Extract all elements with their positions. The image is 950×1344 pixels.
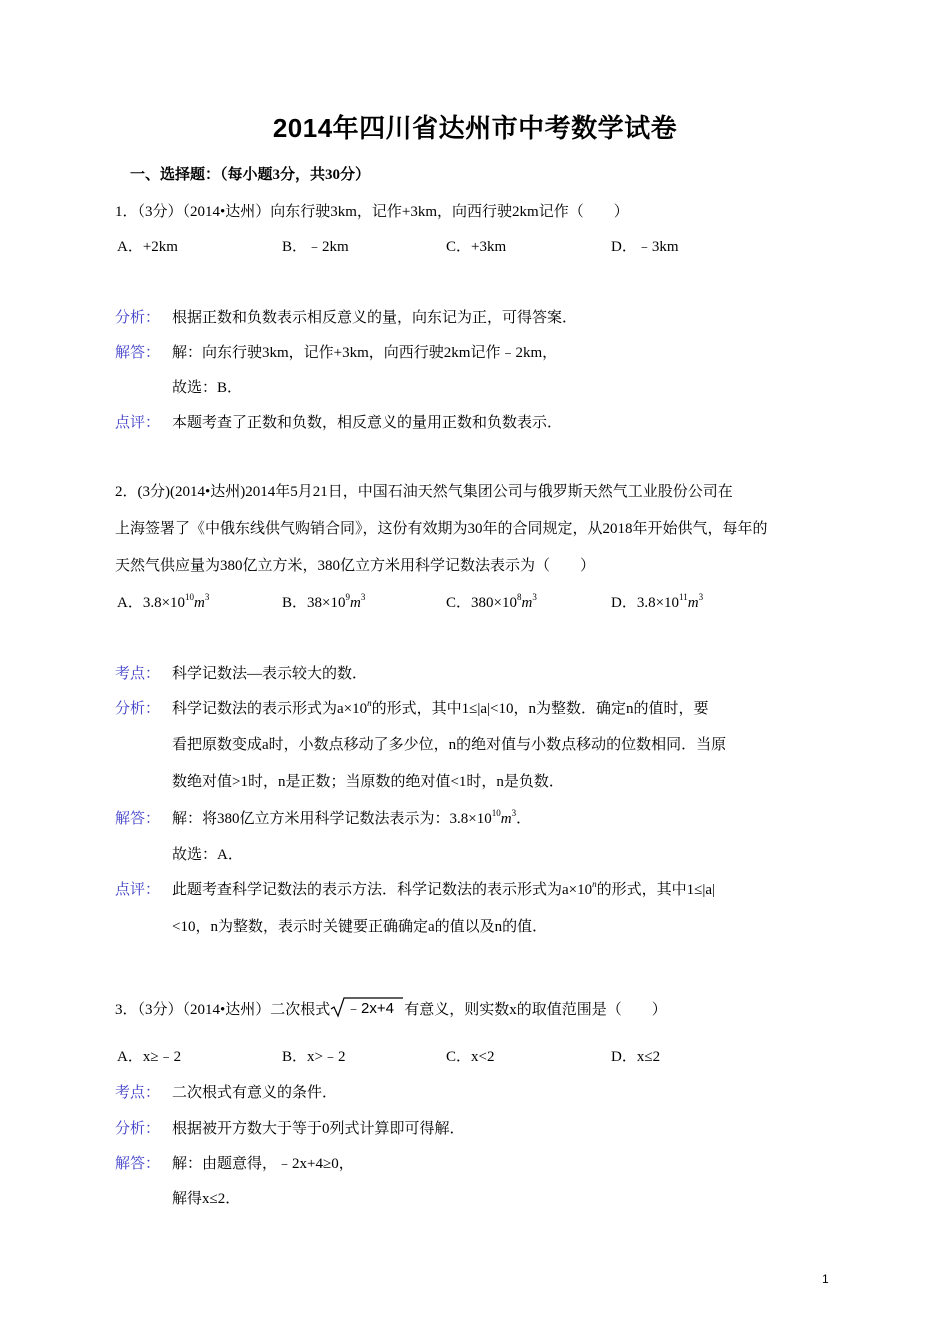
question-2-stem-line-1: 2．(3分)(2014•达州)2014年5月21日，中国石油天然气集团公司与俄罗斯天然气工业股份公司在: [115, 484, 733, 500]
question-3-option-a: A．x≥﹣2: [117, 1049, 182, 1065]
key-point-label: 考点：: [115, 1085, 161, 1101]
question-1-option-a: A．+2km: [117, 239, 178, 255]
solution-line-1: 解：将380亿立方米用科学记数法表示为：$3.8\times 10^{10}m^3$．: [172, 808, 532, 827]
analysis-line-2: 看把原数变成a时，小数点移动了多少位，n的绝对值与小数点移动的位数相同．当原: [172, 737, 727, 753]
page-title: 2014年四川省达州市中考数学试卷: [272, 113, 678, 143]
comment-text: 本题考查了正数和负数，相反意义的量用正数和负数表示．: [172, 415, 563, 431]
square-root-expression: [330, 996, 404, 1018]
question-1-option-b: B．﹣2km: [282, 239, 349, 255]
key-point-label: 考点：: [115, 666, 161, 682]
solution-line-1: 解：向东行驶3km，记作+3km，向西行驶2km记作﹣2km，: [172, 345, 558, 361]
solution-line-2: 解得x≤2．: [172, 1191, 241, 1207]
question-3-option-d: D．x≤2: [611, 1049, 661, 1065]
page-number: 1: [822, 1272, 829, 1286]
question-1-option-c: C．+3km: [446, 239, 507, 255]
analysis-text: 根据正数和负数表示相反意义的量，向东记为正，可得答案．: [172, 310, 578, 326]
section-heading: 一、选择题：（每小题3分，共30分）: [130, 167, 371, 183]
analysis-label: 分析：: [115, 701, 161, 717]
analysis-line-1: 科学记数法的表示形式为$a\times 10^n$的形式，其中1≤|a|<10，n为整数．确定n的值时，要: [172, 698, 709, 717]
comment-line-1: 此题考查科学记数法的表示方法．科学记数法的表示形式为$a\times 10^n$的形式，其中1≤|a|: [172, 879, 716, 898]
analysis-label: 分析：: [115, 310, 161, 326]
question-2-option-c: C．$380\times 10^8m^3$: [446, 592, 537, 611]
solution-label: 解答：: [115, 1156, 161, 1172]
question-3-option-b: B．x>﹣2: [282, 1049, 346, 1065]
solution-line-1: 解：由题意得，﹣2x+4≥0，: [172, 1156, 354, 1172]
solution-line-2: 故选：A．: [172, 847, 243, 863]
comment-label: 点评：: [115, 415, 161, 431]
question-1-stem: 1．（3分）（2014•达州）向东行驶3km，记作+3km，向西行驶2km记作（ ）: [115, 204, 629, 220]
question-1-option-d: D．﹣3km: [611, 239, 679, 255]
solution-line-2: 故选：B．: [172, 380, 243, 396]
analysis-line-3: 数绝对值>1时，n是正数；当原数的绝对值<1时，n是负数．: [172, 774, 564, 790]
svg-text:﹣2x+4: ﹣2x+4: [346, 1000, 395, 1017]
solution-label: 解答：: [115, 811, 161, 827]
question-3-stem: 3．（3分）（2014•达州）二次根式 ﹣2x+4 有意义，则实数x的取值范围是（ ）: [115, 996, 667, 1019]
question-2-stem-line-3: 天然气供应量为380亿立方米，380亿立方米用科学记数法表示为（ ）: [115, 558, 596, 574]
question-3-option-c: C．x<2: [446, 1049, 495, 1065]
key-point-text: 科学记数法—表示较大的数．: [172, 666, 368, 682]
analysis-label: 分析：: [115, 1121, 161, 1137]
analysis-text: 根据被开方数大于等于0列式计算即可得解．: [172, 1121, 465, 1137]
comment-label: 点评：: [115, 882, 161, 898]
question-2-stem-line-2: 上海签署了《中俄东线供气购销合同》，这份有效期为30年的合同规定，从2018年开始供气，每年的: [115, 521, 768, 537]
question-2-option-d: D．$3.8\times 10^{11}m^3$: [611, 592, 704, 611]
solution-label: 解答：: [115, 345, 161, 361]
key-point-text: 二次根式有意义的条件．: [172, 1085, 338, 1101]
question-2-option-a: A．$3.8\times 10^{10}m^3$: [117, 592, 210, 611]
comment-line-2: <10，n为整数，表示时关键要正确确定a的值以及n的值．: [172, 919, 548, 935]
question-2-option-b: B．$38\times 10^9m^3$: [282, 592, 366, 611]
